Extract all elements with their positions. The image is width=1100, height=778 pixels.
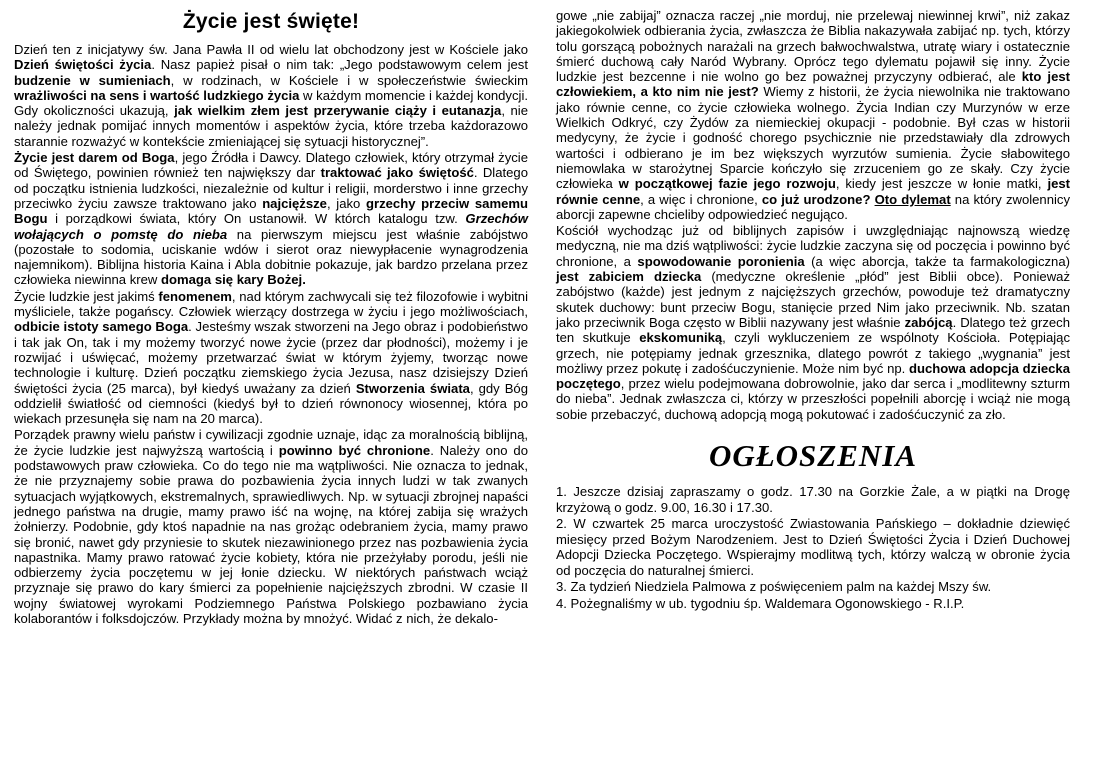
paragraph: Kościół wychodząc już od biblijnych zapisów i uwzględniając najnowszą wiedzę medyczną, nie ma dziś wątpliwości: życie ludzkie zaczyna się od poczęcia i powinno być chronione, a spowodowanie poronienia (a więc aborcja, także ta farmakologiczna) jest zabiciem dziecka (medyczne określenie „płód” jest Biblii obce). Ponieważ zabójstwo (każde) jest jednym z najcięższych grzechów, powoduje też dramatyczny skutek duchowy: bunt przeciw Bogu, stanięcie przed Nim jako przeciwnik. Nb. szatan jako przeciwnik Boga często w Biblii nazywany jest właśnie zabójcą. Dlatego też grzech ten skutkuje ekskomuniką, czyli wykluczeniem ze wspólnoty Kościoła. Potępiając grzech, nie potępiamy jednak grzesznika, dlatego powrót z takiego „wygnania” jest możliwy przez pokutę i zadośćuczynienie. Może nim być np. duchowa adopcja dziecka poczętego, przez wielu podejmowana dobrowolnie, jako dar serca i „modlitewny szturm do nieba”. Jednak zwłaszcza ci, którzy w przeszłości popełnili aborcję i wciąż nie mogą sobie przebaczyć, duchową adopcją mogą pokutować i zadośćuczynić za zło. [556, 223, 1071, 422]
paragraph: gowe „nie zabijaj” oznacza raczej „nie morduj, nie przelewaj niewinnej krwi”, niż zakaz jakiegokolwiek odbierania życia, zwłaszcza że Biblia nakazywała zabijać np. tych, którzy tolu gorszącą pobożnych narażali na grzech bałwochwalstwa, utratę wiary i ostatecznie śmierć duchową cały Naród Wybrany. Oprócz tego dylematu pojawił się inny. Życie ludzkie jest bezcenne i nie wolno go bez poważnej przyczyny odbierać, ale kto jest człowiekiem, a kto nim nie jest? Wiemy z historii, że życia niewolnika nie traktowano jako równie cenne, co życie człowieka wolnego. Życia Indian czy Murzynów w erze Wielkich Odkryć, czy Żydów za niemieckiej okupacji - podobnie. Był czas w historii medycyny, że życie i godność chorego psychicznie nie przedstawiały dla zdrowych wartości i odbierano je im bez większych wyrzutów sumienia. Życie słabowitego niemowlaka w starożytnej Sparcie kończyło się zrzuceniem go ze skały. Czy życie człowieka w początkowej fazie jego rozwoju, kiedy jest jeszcze w łonie matki, jest równie cenne, a więc i chronione, co już urodzone? Oto dylemat na który zwolennicy aborcji zapewne chcieliby odpowiedzieć negująco. [556, 8, 1071, 222]
announcements-list [556, 484, 1070, 611]
paragraph: Porządek prawny wielu państw i cywilizacji zgodnie uznaje, idąc za moralnością biblijną, że życie ludzkie jest najwyższą wartością i powinno być chronione. Należy ono do podstawowych praw człowieka. Co do tego nie ma wątpliwości. Nie oznacza to jednak, że nie przyznajemy sobie prawa do pozbawienia życia innych ludzi w tak zwanych sytuacjach wyjątkowych, ekstremalnych, sprawiedliwych. Np. w sytuacji zbrojnej napaści jednego państwa na drugie, mamy prawo iść na wojnę, na której zabija się wrażych żołnierzy. Podobnie, gdy ktoś napadnie na nas grożąc odebraniem życia, mamy prawo się bronić, nawet gdy przyniesie to skutek niezawinionego przez nas pozbawienia życia napastnika. Mamy prawo ratować życie kobiety, która nie przeżyłaby porodu, jeśli nie odbierzemy życia poczętemu w jej łonie dziecku. W niektórych państwach wciąż przyznaje się prawo do kary śmierci za popełnienie najcięższych zbrodni. W czasie II wojny światowej wyrokami Podziemnego Państwa Polskiego pozbawiano życia kolaborantów i folksdojczów. Przykłady można by mnożyć. Widać z nich, że dekalo- [14, 427, 528, 626]
announcement-item: 3. Za tydzień Niedziela Palmowa z poświęceniem palm na każdej Mszy św. [556, 579, 992, 595]
announcement-item: 2. W czwartek 25 marca uroczystość Zwiastowania Pańskiego – dokładnie dziewięć miesięcy przed Bożym Narodzeniem. Jest to Dzień Świętości Życia i Dzień Duchowej Adopcji Dziecka Poczętego. Wspierajmy modlitwą tych, którzy walczą w obronie życia od poczęcia do naturalnej śmierci. [556, 516, 1070, 578]
announcement-item: 4. Pożegnaliśmy w ub. tygodniu śp. Waldemara Ogonowskiego - R.I.P. [556, 595, 965, 611]
announcements-title: OGŁOSZENIA [708, 438, 918, 474]
two-column-layout [14, 8, 1086, 626]
left-column [14, 8, 528, 626]
right-column [556, 8, 1070, 612]
paragraph: Życie jest darem od Boga, jego Źródła i Dawcy. Dlatego człowiek, który otrzymał życie od Świętego, powinien również ten największy dar traktować jako świętość. Dlatego od początku istnienia ludzkości, niezależnie od kultur i religii, morderstwo i inne grzechy przeciwko życiu zawsze traktowano jako najcięższe, jako grzechy przeciw samemu Bogu i porządkowi świata, który On ustanowił. W którch katalogu tzw. Grzechów wołających o pomstę do nieba na pierwszym miejscu jest właśnie zabójstwo (pozostałe to sodomia, uciskanie wdów i sierot oraz niewypłacenie wynagrodzenia najemnikom). Biblijna historia Kaina i Abla dobitnie pokazuje, jak bardzo przelana przez człowieka niewinna krew domaga się kary Bożej. [14, 150, 529, 288]
left-column-body [14, 42, 528, 626]
paragraph: Życie ludzkie jest jakimś fenomenem, nad którym zachwycali się też filozofowie i wybitni myśliciele, także pogańscy. Człowiek wierzący dostrzega w życiu i jego możliwościach, odbicie istoty samego Boga. Jesteśmy wszak stworzeni na Jego obraz i podobieństwo i tak jak On, tak i my możemy tworzyć nowe życie (przez dar płodności), możemy i je rozwijać i uświęcać, możemy przetwarzać świat w którym żyjemy, tworząc nowe technologie i kulturę. Dzień początku ziemskiego życia Jezusa, nasz dzisiejszy Dzień świętości życia (25 marca), był kiedyś uważany za dzień Stworzenia świata, gdy Bóg oddzielił światłość od ciemności (kiedyś był to dzień równonocy wiosennej, która po wiekach przesunęła się nam na 20 marca). [14, 288, 528, 427]
right-column-body [556, 8, 1070, 422]
paragraph: Dzień ten z inicjatywy św. Jana Pawła II od wielu lat obchodzony jest w Kościele jako Dzień świętości życia. Nasz papież pisał o nim tak: „Jego podstawowym celem jest budzenie w sumieniach, w rodzinach, w Kościele i w społeczeństwie świeckim wrażliwości na sens i wartość ludzkiego życia w każdym momencie i każdej kondycji. Gdy okoliczności ukazują, jak wielkim złem jest przerywanie ciąży i eutanazja, nie należy jednak pomijać innych momentów i aspektów życia, które trzeba każdorazowo starannie rozważyć w kontekście zmieniającej się sytuacji historycznej”. [14, 42, 528, 149]
announcement-item: 1. Jeszcze dzisiaj zapraszamy o godz. 17.30 na Gorzkie Żale, a w piątki na Drogę krzyżową o godz. 9.00, 16.30 i 17.30. [556, 484, 1070, 515]
page-title: Życie jest święte! [182, 10, 360, 33]
